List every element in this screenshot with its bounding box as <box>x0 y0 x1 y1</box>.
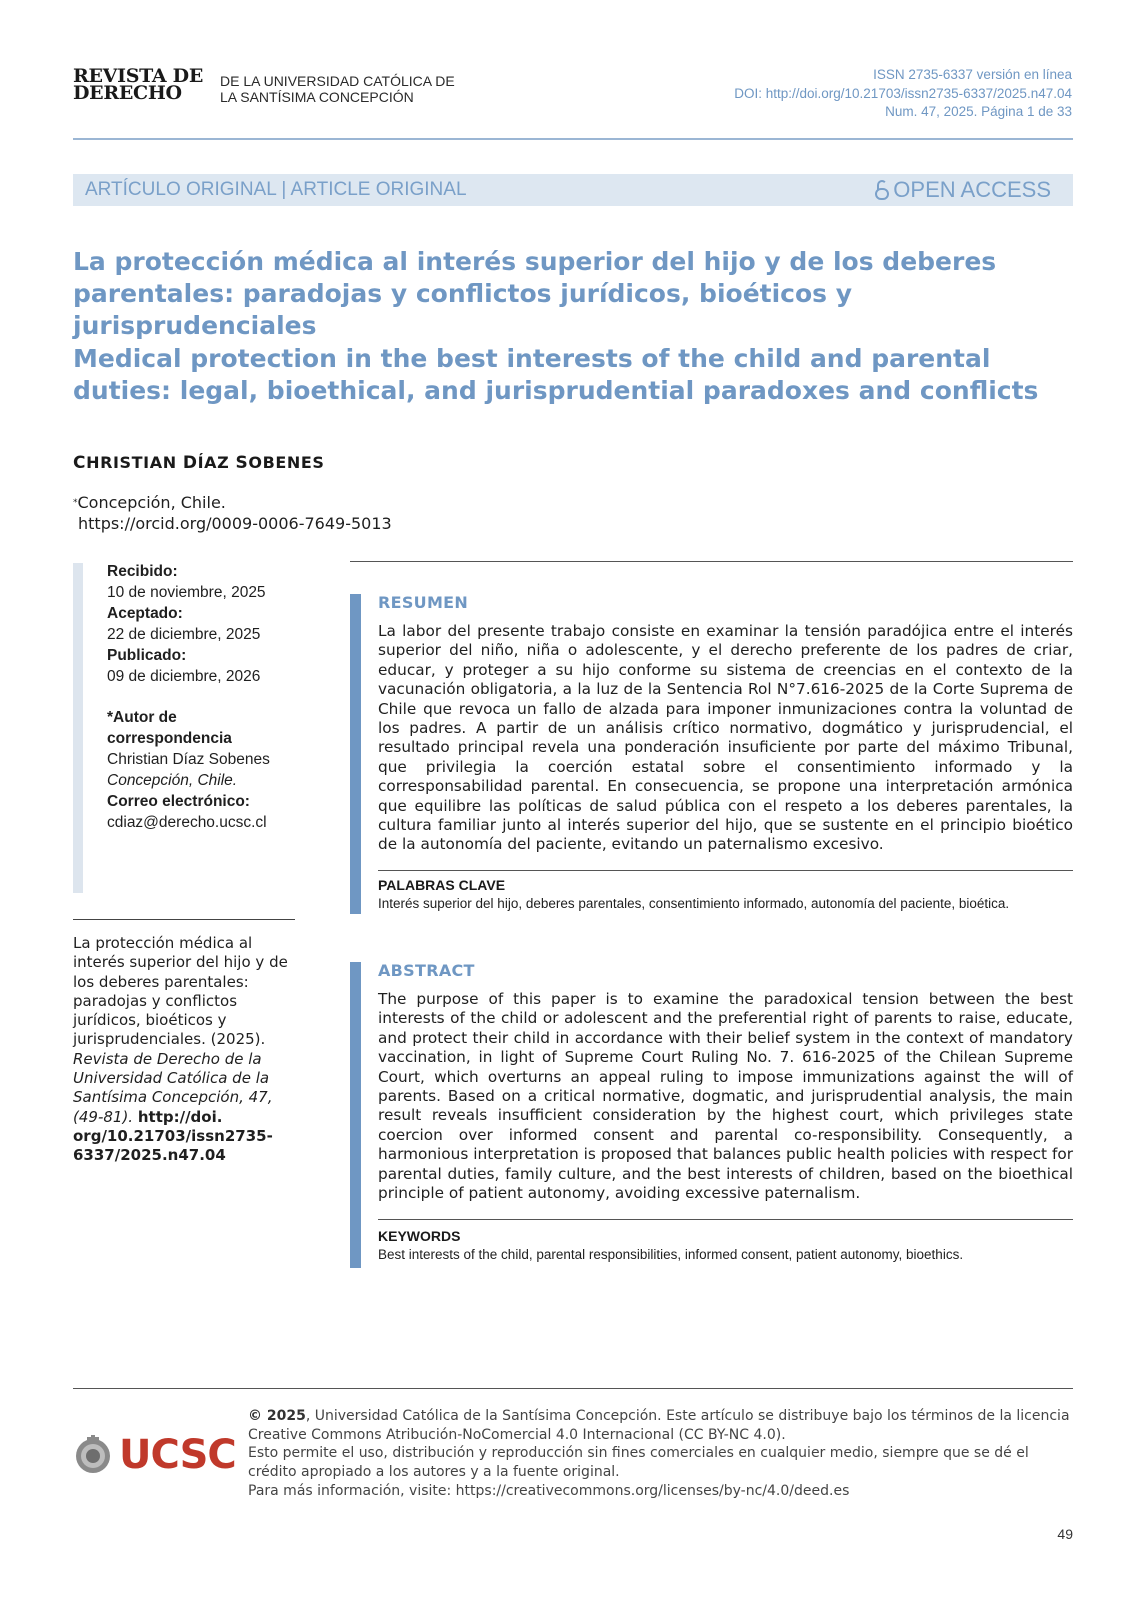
article-type: ARTÍCULO ORIGINAL | ARTICLE ORIGINAL <box>85 179 467 200</box>
resumen-text: La labor del presente trabajo consiste en examinar la tensión paradójica entre el interés superior del niño, niña o adolescente, y el derecho preferente de los padres de criar, educar, y proteger a su hijo conforme su sistema de creencias en el contexto de la vacunación obligatoria, a la luz de la Sentencia Rol N°7.616-2025 de la Corte Suprema de Chile que revoca un fallo de alzada para imponer inmunizaciones contra la voluntad de los padres. A partir de un análisis crítico normativo, dogmático y jurisprudencial, el resultado principal revela una ponderación insuficiente por parte del máximo Tribunal, que privilegia la coerción estatal sobre el consentimiento informado y la corresponsabilidad parental. En consecuencia, se propone una interpretación armónica que equilibre las políticas de salud pública con el respeto a los deberes parentales, la cultura familiar junto al interés superior del hijo, que se sustente en el principio bioético de la autonomía del paciente, evitando un paternalismo excesivo. <box>378 622 1073 854</box>
open-lock-icon <box>875 180 889 200</box>
sidebar-accent-bar <box>73 563 83 893</box>
keywords-en-divider <box>378 1219 1073 1220</box>
correspondence-name: Christian Díaz Sobenes <box>107 751 270 768</box>
keywords-en-text: Best interests of the child, parental responsibilities, informed consent, patient autonomy, bioethics. <box>378 1247 964 1262</box>
journal-subtitle-line2: LA SANTÍSIMA CONCEPCIÓN <box>220 89 414 105</box>
keywords-es-text: Interés superior del hijo, deberes parentales, consentimiento informado, autonomía del paciente, bioética. <box>378 896 1010 911</box>
journal-logo <box>73 65 213 104</box>
journal-subtitle <box>220 73 455 105</box>
author-location: Concepción, Chile. <box>77 493 226 512</box>
citation-doi-link[interactable]: http://doi. org/10.21703/issn2735-6337/2025.n47.04 <box>73 1107 273 1165</box>
abstract-top-divider <box>350 561 1073 562</box>
resumen-heading: RESUMEN <box>378 593 469 612</box>
received-label: Recibido: <box>107 563 178 580</box>
correspondence-place: Concepción, Chile. <box>107 772 238 789</box>
journal-name-line2: DERECHO <box>73 82 182 104</box>
abstract-text: The purpose of this paper is to examine the paradoxical tension between the best interests of the child or adolescent and the preferential right of parents to raise, educate, and protect their child in accordance with their belief system in the context of mandatory vaccination, in light of Supreme Court Ruling No. 7. 616-2025 of the Chilean Supreme Court, which overturns an appeal ruling to impose immunizations against the will of parents. Based on a critical normative, dogmatic, and jurisprudential analysis, the main result reveals insufficient consideration by the highest court, which privileges state coercion over informed consent and parental co-responsibility. Consequently, a harmonious interpretation is proposed that balances public health policies with respect for parental duties, family culture, and the best interests of children, based on the bioethical principle of patient autonomy, avoiding excessive paternalism. <box>378 990 1073 1203</box>
university-crest-icon <box>73 1433 113 1477</box>
title-english: Medical protection in the best interests of the child and parental duties: legal, bioethical, and jurisprudential paradoxes and conflicts <box>73 344 1039 405</box>
citation-journal: Revista de Derecho de la Universidad Católica de la Santísima Concepción, 47, (49-81). <box>73 1049 273 1126</box>
abstract-accent-bar <box>350 962 361 1268</box>
accepted-date: 22 de diciembre, 2025 <box>107 626 261 643</box>
accepted-label: Aceptado: <box>107 605 183 622</box>
correspondence-label-2: correspondencia <box>107 730 232 747</box>
header-meta <box>734 66 1072 122</box>
doi-link[interactable]: DOI: http://doi.org/10.21703/issn2735-6337/2025.n47.04 <box>734 85 1072 101</box>
page-number: 49 <box>1057 1526 1073 1542</box>
citation-divider <box>73 919 295 920</box>
author-marker: * <box>73 498 78 508</box>
published-date: 09 de diciembre, 2026 <box>107 668 261 685</box>
author-affiliation <box>73 492 392 534</box>
article-dates <box>107 561 297 833</box>
published-label: Publicado: <box>107 647 187 664</box>
email-link[interactable]: cdiaz@derecho.ucsc.cl <box>107 814 267 831</box>
copyright-year: © 2025 <box>248 1408 306 1424</box>
author-name: CHRISTIAN DÍAZ SOBENES <box>73 453 325 473</box>
footer-divider <box>73 1388 1073 1389</box>
orcid-link[interactable]: https://orcid.org/0009-0006-7649-5013 <box>78 514 392 533</box>
license-line-2: Esto permite el uso, distribución y reproducción sin fines comerciales en cualquier medio, siempre que se dé el crédito apropiado a los autores y a la fuente original. <box>248 1445 1029 1481</box>
journal-name-line1: REVISTA DE <box>73 65 204 87</box>
resumen-accent-bar <box>350 594 361 914</box>
keywords-es-divider <box>378 870 1073 871</box>
title-spanish: La protección médica al interés superior del hijo y de los deberes parentales: paradojas y conflictos jurídicos, bioéticos y jurisprudenciales <box>73 247 997 340</box>
license-text <box>248 1407 1074 1501</box>
citation-block <box>73 934 298 1166</box>
citation-text: La protección médica al interés superior del hijo y de los deberes parentales: paradojas y conflictos jurídicos, bioéticos y jurisprudenciales. (2025). <box>73 934 288 1049</box>
issue-info: Num. 47, 2025. Página 1 de 33 <box>885 104 1072 119</box>
open-access-label: OPEN ACCESS <box>893 177 1051 202</box>
ucsc-logo <box>73 1432 236 1478</box>
open-access-badge <box>875 177 1051 203</box>
keywords-en-heading: KEYWORDS <box>378 1228 461 1244</box>
abstract-heading: ABSTRACT <box>378 961 475 980</box>
license-line-1: , Universidad Católica de la Santísima Concepción. Este artículo se distribuye bajo los términos de la licencia Creative Commons Atribución-NoComercial 4.0 Internacional (CC BY-NC 4.0). <box>248 1408 1070 1443</box>
header-divider <box>73 138 1073 140</box>
issn: ISSN 2735-6337 versión en línea <box>873 67 1072 82</box>
article-type-banner <box>73 174 1073 206</box>
ucsc-wordmark: UCSC <box>119 1432 236 1478</box>
correspondence-label: *Autor de <box>107 709 177 726</box>
received-date: 10 de noviembre, 2025 <box>107 584 266 601</box>
email-label: Correo electrónico: <box>107 793 250 810</box>
journal-subtitle-line1: DE LA UNIVERSIDAD CATÓLICA DE <box>220 73 455 89</box>
license-link[interactable]: Para más información, visite: https://creativecommons.org/licenses/by-nc/4.0/deed.es <box>248 1482 850 1499</box>
keywords-es-heading: PALABRAS CLAVE <box>378 877 506 893</box>
